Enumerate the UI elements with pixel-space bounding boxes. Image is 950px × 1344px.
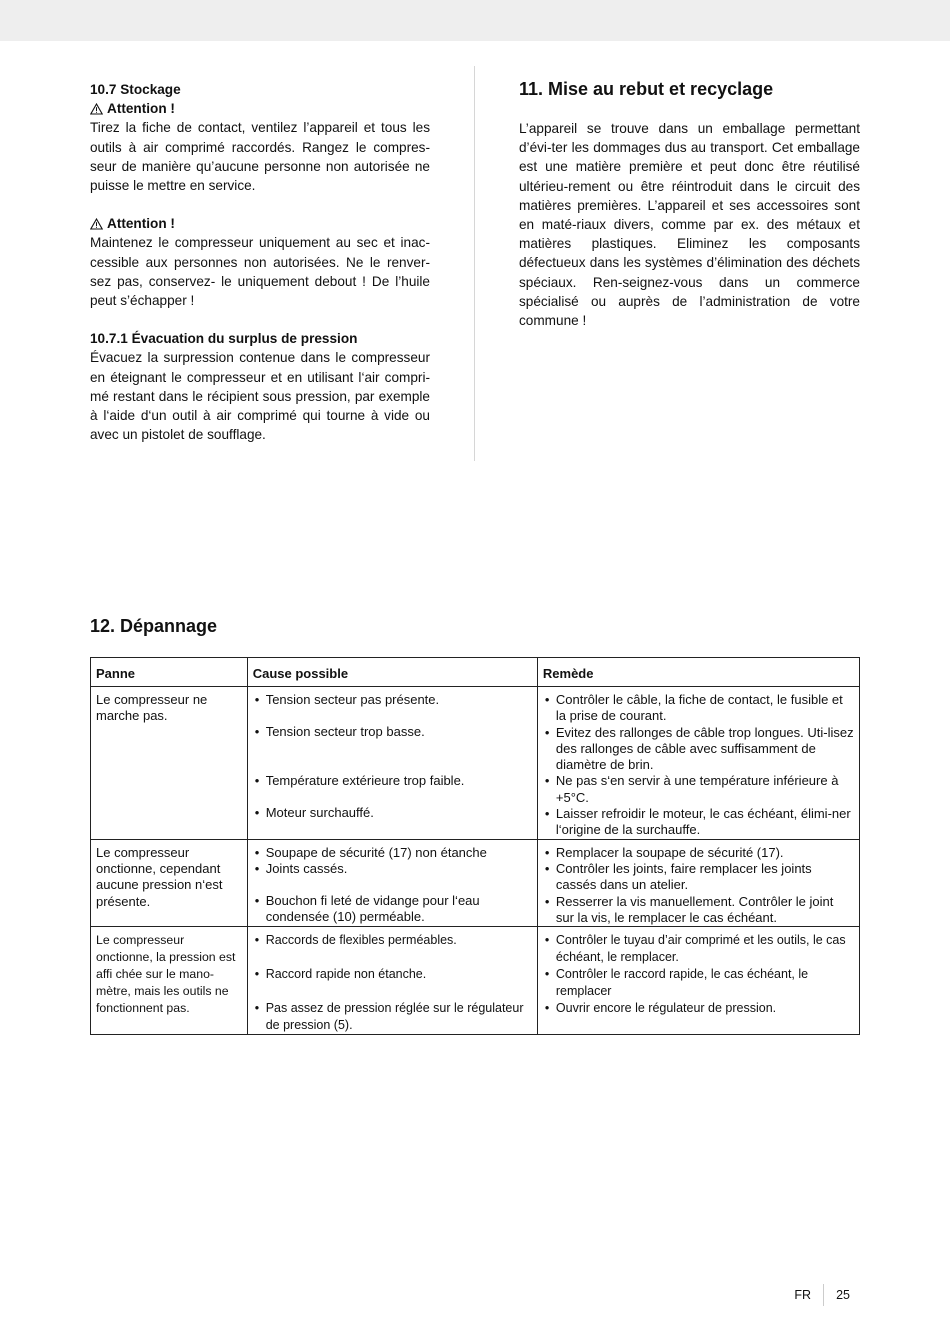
header-panne: Panne xyxy=(91,658,248,687)
warning-2-text: Maintenez le compresseur uniquement au sec et inac-cessible aux personnes non autorisées. Ne le renver-sez pas, conservez- le uniquement debout ! De l’huile peut s’échapper ! xyxy=(90,235,430,309)
list-item: • Température extérieure trop faible. xyxy=(253,773,532,805)
warning-1 xyxy=(90,99,430,118)
section-10-7-1-heading: 10.7.1 Évacuation du surplus de pression xyxy=(90,331,358,347)
remede-cell xyxy=(537,927,859,1035)
remede-cell xyxy=(537,839,859,926)
warning-2 xyxy=(90,214,430,233)
cause-cell xyxy=(247,927,537,1035)
right-column xyxy=(519,76,860,330)
warning-2-label: Attention ! xyxy=(107,216,175,232)
list-item: • Tension secteur trop basse. xyxy=(253,724,532,773)
table-row xyxy=(91,839,860,926)
footer-divider xyxy=(823,1284,824,1306)
remede-cell xyxy=(537,687,859,840)
section-12-heading: 12. Dépannage xyxy=(90,616,218,636)
table-header-row xyxy=(91,658,860,687)
list-item: • Tension secteur pas présente. xyxy=(253,692,532,724)
page-number: 25 xyxy=(836,1288,850,1302)
list-item: • Ne pas s‘en servir à une température inférieure à +5°C. xyxy=(543,773,854,806)
list-item: • Soupape de sécurité (17) non étanche xyxy=(253,845,532,861)
header-remede: Remède xyxy=(537,658,859,687)
warning-triangle-icon xyxy=(90,218,103,230)
list-item: • Bouchon fi leté de vidange pour l‘eau condensée (10) perméable. xyxy=(253,893,532,926)
section-12 xyxy=(90,613,217,639)
list-item: • Raccord rapide non étanche. xyxy=(253,966,532,1000)
troubleshooting-table xyxy=(90,657,860,1035)
section-11-text: L’appareil se trouve dans un emballage permettant d’évi-ter les dommages dus au transport. Cet emballage est une matière première et peut donc être réutilisé ultérieu-rement ou être réintroduit dans le circuit des matières premières. L’appareil et ses accessoires sont en maté-riaux divers, comme par ex. des métaux et matières plastiques. Eliminez les composants défectueux dans les systèmes d’élimination des déchets spéciaux. Ren-seignez-vous dans un commerce spécialisé ou auprès de l’administration de votre commune ! xyxy=(519,121,860,329)
list-item: • Remplacer la soupape de sécurité (17). xyxy=(543,845,854,861)
section-10-7-heading: 10.7 Stockage xyxy=(90,82,181,97)
cause-cell xyxy=(247,687,537,840)
list-item: • Moteur surchauffé. xyxy=(253,805,532,821)
column-divider xyxy=(474,66,475,461)
language-code: FR xyxy=(794,1288,812,1302)
list-item: • Joints cassés. xyxy=(253,861,532,893)
section-10-7-1-text: Évacuez la surpression contenue dans le compresseur en éteignant le compresseur et en utilisant l‘air compri-mé restant dans le récipient sous pression, par exemple à l‘aide d‘un outil à air comprimé qui tourne à vide ou avec un pistolet de soufflage. xyxy=(90,350,430,443)
list-item: • Contrôler le câble, la fiche de contact, le fusible et la prise de courant. xyxy=(543,692,854,725)
cause-cell xyxy=(247,839,537,926)
warning-triangle-icon xyxy=(90,103,103,115)
header-cause: Cause possible xyxy=(247,658,537,687)
section-11-heading: 11. Mise au rebut et recyclage xyxy=(519,79,774,99)
warning-1-text: Tirez la fiche de contact, ventilez l’appareil et tous les outils à air comprimé raccordés. Rangez le compres-seur de manière qu’aucune personne non autorisée ne puisse le mettre en service. xyxy=(90,120,430,194)
list-item: • Evitez des rallonges de câble trop longues. Uti-lisez des rallonges de câble avec suffisamment de diamètre de brin. xyxy=(543,725,854,774)
panne-cell: Le compresseur onctionne, cependant aucune pression n‘est présente. xyxy=(91,839,248,926)
list-item: • Laisser refroidir le moteur, le cas échéant, élimi-ner l‘origine de la surchauffe. xyxy=(543,806,854,839)
list-item: • Contrôler les joints, faire remplacer les joints cassés dans un atelier. xyxy=(543,861,854,894)
top-band xyxy=(0,0,950,41)
page-footer xyxy=(794,1284,850,1306)
table-row xyxy=(91,687,860,840)
list-item: • Contrôler le raccord rapide, le cas échéant, le remplacer xyxy=(543,966,854,1000)
list-item: • Resserrer la vis manuellement. Contrôler le joint sur la vis, le remplacer le cas échéant. xyxy=(543,894,854,927)
panne-cell: Le compresseur onctionne, la pression est affi chée sur le mano-mètre, mais les outils ne fonctionnent pas. xyxy=(91,927,248,1035)
list-item: • Contrôler le tuyau d’air comprimé et les outils, le cas échéant, le remplacer. xyxy=(543,932,854,966)
list-item: • Raccords de flexibles perméables. xyxy=(253,932,532,966)
table-row xyxy=(91,927,860,1035)
list-item: • Ouvrir encore le régulateur de pression. xyxy=(543,1000,854,1017)
left-column xyxy=(90,80,430,444)
list-item: • Pas assez de pression réglée sur le régulateur de pression (5). xyxy=(253,1000,532,1034)
warning-1-label: Attention ! xyxy=(107,101,175,117)
panne-cell: Le compresseur ne marche pas. xyxy=(91,687,248,840)
